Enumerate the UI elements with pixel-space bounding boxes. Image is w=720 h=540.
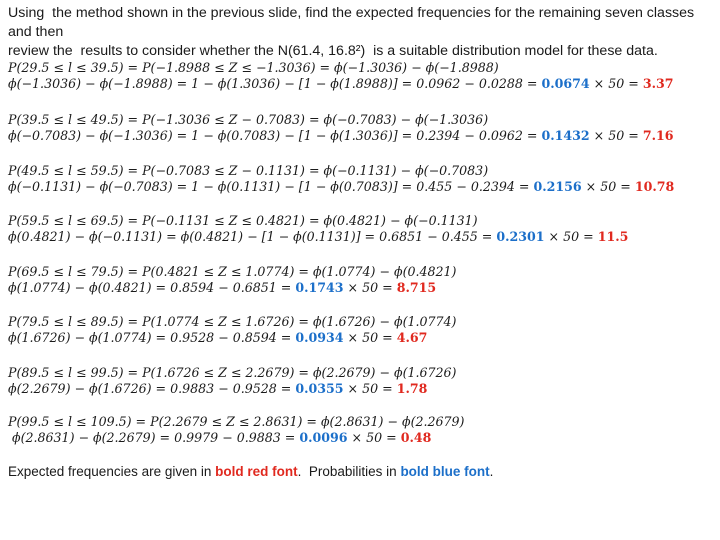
calc-line-2 [8, 330, 714, 346]
footer-text: Expected frequencies are given in [8, 464, 216, 479]
multiply-text: × 50 = [589, 128, 643, 143]
probability-value: 0.1743 [295, 280, 344, 295]
calc-block-7 [8, 365, 714, 397]
intro-line-1: Using the method shown in the previous slide, find the expected frequencies for the remaining seven classes and then [8, 5, 699, 40]
calc-text: ϕ(0.4821) − ϕ(−0.1131) = ϕ(0.4821) − [1 − ϕ(0.1131)] = 0.6851 − 0.455 = [8, 229, 497, 244]
calc-block-8 [8, 414, 714, 446]
calc-block-5 [8, 264, 714, 296]
multiply-text: × 50 = [343, 381, 397, 396]
blue-font-label: bold blue font [400, 464, 490, 479]
calc-line-1: P(39.5 ≤ l ≤ 49.5) = P(−1.3036 ≤ Z − 0.7083) = ϕ(−0.7083) − ϕ(−1.3036) [8, 112, 489, 127]
calc-line-1: P(49.5 ≤ l ≤ 59.5) = P(−0.7083 ≤ Z − 0.1131) = ϕ(−0.1131) − ϕ(−0.7083) [8, 163, 489, 178]
expected-frequency-value: 4.67 [396, 330, 428, 345]
calc-block-2 [8, 112, 714, 144]
calc-line-2 [8, 179, 714, 195]
expected-frequency-value: 0.48 [400, 430, 432, 445]
expected-frequency-value: 3.37 [642, 76, 674, 91]
footer-text: . [489, 464, 494, 479]
calc-line-2 [8, 280, 714, 296]
expected-frequency-value: 1.78 [396, 381, 428, 396]
calc-line-2 [8, 430, 714, 446]
calc-text: ϕ(1.0774) − ϕ(0.4821) = 0.8594 − 0.6851 = [8, 280, 296, 295]
expected-frequency-value: 7.16 [642, 128, 674, 143]
calc-text: ϕ(1.6726) − ϕ(1.0774) = 0.9528 − 0.8594 = [8, 330, 296, 345]
calc-block-4 [8, 213, 714, 245]
probability-value: 0.2156 [533, 179, 582, 194]
multiply-text: × 50 = [347, 430, 401, 445]
probability-value: 0.0674 [541, 76, 590, 91]
expected-frequency-value: 8.715 [396, 280, 437, 295]
calc-block-6 [8, 314, 714, 346]
calc-line-2 [8, 381, 714, 397]
probability-value: 0.2301 [496, 229, 545, 244]
calc-line-1: P(99.5 ≤ l ≤ 109.5) = P(2.2679 ≤ Z ≤ 2.8631) = ϕ(2.8631) − ϕ(2.2679) [8, 414, 465, 429]
calc-text: ϕ(−0.7083) − ϕ(−1.3036) = 1 − ϕ(0.7083) − [1 − ϕ(1.3036)] = 0.2394 − 0.0962 = [8, 128, 542, 143]
probability-value: 0.0934 [295, 330, 344, 345]
multiply-text: × 50 = [589, 76, 643, 91]
intro-text [8, 4, 708, 61]
multiply-text: × 50 = [343, 280, 397, 295]
probability-value: 0.0096 [299, 430, 348, 445]
probability-value: 0.0355 [295, 381, 344, 396]
expected-frequency-value: 10.78 [634, 179, 675, 194]
calc-line-1: P(59.5 ≤ l ≤ 69.5) = P(−0.1131 ≤ Z ≤ 0.4821) = ϕ(0.4821) − ϕ(−0.1131) [8, 213, 478, 228]
calc-text: ϕ(−1.3036) − ϕ(−1.8988) = 1 − ϕ(1.3036) − [1 − ϕ(1.8988)] = 0.0962 − 0.0288 = [8, 76, 542, 91]
footer-note [8, 463, 708, 481]
intro-line-2: review the results to consider whether the N(61.4, 16.8²) is a suitable distribution model for these data. [8, 43, 658, 59]
calc-block-3 [8, 163, 714, 195]
calc-line-2 [8, 128, 714, 144]
calc-line-1: P(79.5 ≤ l ≤ 89.5) = P(1.0774 ≤ Z ≤ 1.6726) = ϕ(1.6726) − ϕ(1.0774) [8, 314, 457, 329]
calc-line-1: P(29.5 ≤ l ≤ 39.5) = P(−1.8988 ≤ Z ≤ −1.3036) = ϕ(−1.3036) − ϕ(−1.8988) [8, 60, 499, 75]
footer-text: . Probabilities in [297, 464, 401, 479]
multiply-text: × 50 = [544, 229, 598, 244]
red-font-label: bold red font [215, 464, 298, 479]
calc-line-1: P(69.5 ≤ l ≤ 79.5) = P(0.4821 ≤ Z ≤ 1.0774) = ϕ(1.0774) − ϕ(0.4821) [8, 264, 457, 279]
calc-text: ϕ(−0.1131) − ϕ(−0.7083) = 1 − ϕ(0.1131) − [1 − ϕ(0.7083)] = 0.455 − 0.2394 = [8, 179, 534, 194]
calc-line-1: P(89.5 ≤ l ≤ 99.5) = P(1.6726 ≤ Z ≤ 2.2679) = ϕ(2.2679) − ϕ(1.6726) [8, 365, 457, 380]
multiply-text: × 50 = [581, 179, 635, 194]
expected-frequency-value: 11.5 [597, 229, 629, 244]
probability-value: 0.1432 [541, 128, 590, 143]
calc-text: ϕ(2.2679) − ϕ(1.6726) = 0.9883 − 0.9528 = [8, 381, 296, 396]
calc-block-1 [8, 60, 714, 92]
calc-text: ϕ(2.8631) − ϕ(2.2679) = 0.9979 − 0.9883 = [8, 430, 300, 445]
multiply-text: × 50 = [343, 330, 397, 345]
calc-line-2 [8, 229, 714, 245]
calc-line-2 [8, 76, 714, 92]
